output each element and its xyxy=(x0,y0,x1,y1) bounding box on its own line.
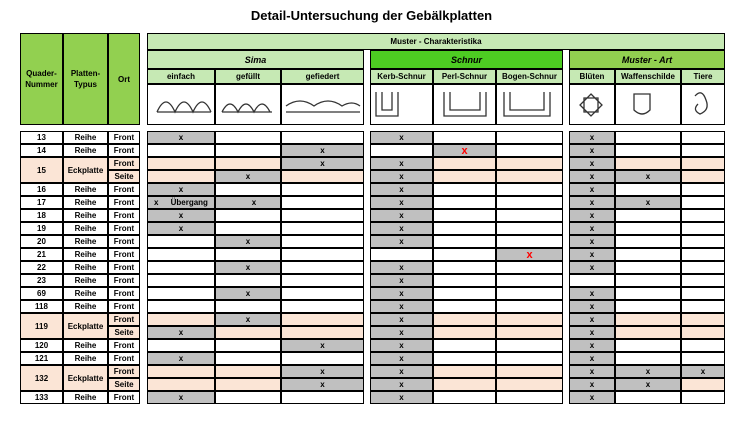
cell-gefuellt xyxy=(215,378,281,391)
pattern-image-blueten xyxy=(569,84,615,125)
cell-tiere xyxy=(681,157,725,170)
subheader-perl-schnur: Perl-Schnur xyxy=(433,69,496,84)
mark: x xyxy=(154,198,159,207)
cell-perl-schnur xyxy=(433,274,496,287)
cell-gefuellt: x xyxy=(215,261,281,274)
group-sima: Sima xyxy=(147,50,364,69)
cell-gefuellt xyxy=(215,365,281,378)
cell-kerb-schnur: x xyxy=(370,352,433,365)
pattern-image-perl-schnur xyxy=(433,84,496,125)
cell-kerb-schnur: x xyxy=(370,339,433,352)
cell-bogen-schnur xyxy=(496,287,563,300)
quader-nummer: 15 xyxy=(20,157,63,183)
ort: Front xyxy=(108,365,140,378)
cell-gefiedert xyxy=(281,391,364,404)
cell-bogen-schnur xyxy=(496,352,563,365)
cell-blueten: x xyxy=(569,183,615,196)
cell-einfach xyxy=(147,365,215,378)
platten-typus: Eckplatte xyxy=(63,313,108,339)
cell-perl-schnur xyxy=(433,131,496,144)
ort: Front xyxy=(108,287,140,300)
platten-typus: Reihe xyxy=(63,261,108,274)
cell-gefuellt xyxy=(215,183,281,196)
cell-einfach xyxy=(147,157,215,170)
cell-gefuellt: x xyxy=(215,287,281,300)
mark: x xyxy=(251,198,257,207)
platten-typus: Reihe xyxy=(63,352,108,365)
cell-bogen-schnur xyxy=(496,339,563,352)
cell-waffenschilde xyxy=(615,144,681,157)
cell-waffenschilde xyxy=(615,313,681,326)
platten-typus: Reihe xyxy=(63,248,108,261)
cell-gefiedert: x xyxy=(281,157,364,170)
pattern-image-gefuellt xyxy=(215,84,281,125)
cell-einfach: x xyxy=(147,209,215,222)
ort: Front xyxy=(108,235,140,248)
cell-kerb-schnur: x xyxy=(370,209,433,222)
cell-tiere xyxy=(681,261,725,274)
platten-typus: Reihe xyxy=(63,339,108,352)
group-muster-art: Muster - Art xyxy=(569,50,725,69)
cell-waffenschilde xyxy=(615,326,681,339)
cell-perl-schnur xyxy=(433,313,496,326)
cell-tiere xyxy=(681,183,725,196)
cell-kerb-schnur: x xyxy=(370,222,433,235)
cell-waffenschilde xyxy=(615,222,681,235)
cell-perl-schnur xyxy=(433,378,496,391)
ort: Front xyxy=(108,209,140,222)
cell-kerb-schnur: x xyxy=(370,287,433,300)
pattern-image-bogen-schnur xyxy=(496,84,563,125)
cell-einfach xyxy=(147,235,215,248)
platten-typus: Reihe xyxy=(63,209,108,222)
pattern-image-waffenschilde xyxy=(615,84,681,125)
cell-gefuellt xyxy=(215,131,281,144)
quader-nummer: 21 xyxy=(20,248,63,261)
cell-gefuellt xyxy=(215,339,281,352)
cell-gefuellt xyxy=(215,326,281,339)
subheader-gefuellt: gefüllt xyxy=(215,69,281,84)
cell-gefuellt xyxy=(215,391,281,404)
cell-bogen-schnur xyxy=(496,248,563,261)
ort: Front xyxy=(108,196,140,209)
cell-einfach: x xyxy=(147,391,215,404)
platten-typus: Reihe xyxy=(63,131,108,144)
platten-typus: Reihe xyxy=(63,287,108,300)
cell-perl-schnur xyxy=(433,196,496,209)
cell-waffenschilde xyxy=(615,183,681,196)
cell-waffenschilde xyxy=(615,261,681,274)
cell-gefiedert xyxy=(281,196,364,209)
platten-typus: Reihe xyxy=(63,196,108,209)
subheader-bogen-schnur: Bogen-Schnur xyxy=(496,69,563,84)
ort: Front xyxy=(108,248,140,261)
cell-perl-schnur xyxy=(433,248,496,261)
cell-gefiedert xyxy=(281,248,364,261)
cell-kerb-schnur: x xyxy=(370,261,433,274)
cell-gefiedert: x xyxy=(281,365,364,378)
quader-nummer: 19 xyxy=(20,222,63,235)
cell-bogen-schnur xyxy=(496,196,563,209)
cell-blueten: x xyxy=(569,287,615,300)
cell-perl-schnur xyxy=(433,170,496,183)
quader-nummer: 23 xyxy=(20,274,63,287)
cell-bogen-schnur xyxy=(496,183,563,196)
cell-einfach xyxy=(147,248,215,261)
cell-kerb-schnur: x xyxy=(370,274,433,287)
cell-kerb-schnur: x xyxy=(370,183,433,196)
cell-blueten: x xyxy=(569,235,615,248)
subheader-einfach: einfach xyxy=(147,69,215,84)
cell-gefuellt xyxy=(215,352,281,365)
ort: Seite xyxy=(108,170,140,183)
ort: Front xyxy=(108,144,140,157)
cell-waffenschilde xyxy=(615,339,681,352)
cell-blueten: x xyxy=(569,157,615,170)
cell-gefiedert xyxy=(281,326,364,339)
ort: Front xyxy=(108,274,140,287)
cell-bogen-schnur xyxy=(496,144,563,157)
ort: Front xyxy=(108,391,140,404)
cell-bogen-schnur xyxy=(496,222,563,235)
cell-kerb-schnur: x xyxy=(370,313,433,326)
cell-perl-schnur xyxy=(433,209,496,222)
cell-blueten: x xyxy=(569,261,615,274)
cell-kerb-schnur: x xyxy=(370,196,433,209)
cell-gefiedert xyxy=(281,209,364,222)
cell-gefiedert xyxy=(281,300,364,313)
cell-waffenschilde xyxy=(615,274,681,287)
cell-waffenschilde xyxy=(615,157,681,170)
cell-perl-schnur xyxy=(433,287,496,300)
cell-blueten: x xyxy=(569,222,615,235)
platten-typus: Reihe xyxy=(63,391,108,404)
cell-perl-schnur xyxy=(433,339,496,352)
subheader-kerb-schnur: Kerb-Schnur xyxy=(370,69,433,84)
cell-tiere xyxy=(681,196,725,209)
cell-blueten: x xyxy=(569,326,615,339)
cell-einfach xyxy=(147,274,215,287)
cell-waffenschilde: x xyxy=(615,196,681,209)
ort: Front xyxy=(108,157,140,170)
cell-waffenschilde xyxy=(615,391,681,404)
cell-tiere xyxy=(681,378,725,391)
cell-gefuellt xyxy=(215,300,281,313)
cell-kerb-schnur: x xyxy=(370,157,433,170)
subheader-waffenschilde: Waffenschilde xyxy=(615,69,681,84)
quader-nummer: 120 xyxy=(20,339,63,352)
cell-waffenschilde xyxy=(615,248,681,261)
cell-blueten: x xyxy=(569,131,615,144)
cell-tiere xyxy=(681,313,725,326)
cell-perl-schnur xyxy=(433,352,496,365)
cell-kerb-schnur xyxy=(370,248,433,261)
cell-gefiedert xyxy=(281,131,364,144)
cell-gefuellt xyxy=(215,209,281,222)
cell-einfach xyxy=(147,144,215,157)
ort: Front xyxy=(108,300,140,313)
cell-blueten: x xyxy=(569,365,615,378)
cell-bogen-schnur xyxy=(496,170,563,183)
cell-gefuellt: x xyxy=(215,235,281,248)
cell-blueten: x xyxy=(569,352,615,365)
pattern-image-gefiedert xyxy=(281,84,364,125)
cell-waffenschilde xyxy=(615,287,681,300)
cell-einfach xyxy=(147,313,215,326)
cell-tiere xyxy=(681,287,725,300)
cell-bogen-schnur xyxy=(496,261,563,274)
cell-einfach xyxy=(147,378,215,391)
cell-blueten: x xyxy=(569,144,615,157)
cell-blueten: x xyxy=(569,391,615,404)
cell-einfach xyxy=(147,261,215,274)
cell-waffenschilde xyxy=(615,235,681,248)
cell-gefiedert xyxy=(281,274,364,287)
cell-blueten: x xyxy=(569,300,615,313)
cell-kerb-schnur: x xyxy=(370,300,433,313)
cell-gefuellt xyxy=(215,222,281,235)
cell-bogen-schnur xyxy=(496,313,563,326)
subheader-blueten: Blüten xyxy=(569,69,615,84)
mark-red: x xyxy=(461,144,468,157)
cell-gefuellt: x xyxy=(215,170,281,183)
cell-tiere xyxy=(681,300,725,313)
cell-gefiedert xyxy=(281,235,364,248)
quader-nummer: 18 xyxy=(20,209,63,222)
cell-einfach xyxy=(147,300,215,313)
header-muster-charakteristika: Muster - Charakteristika xyxy=(147,33,725,50)
ort: Front xyxy=(108,222,140,235)
cell-gefiedert xyxy=(281,261,364,274)
cell-gefiedert xyxy=(281,352,364,365)
cell-waffenschilde xyxy=(615,131,681,144)
cell-waffenschilde xyxy=(615,209,681,222)
cell-perl-schnur xyxy=(433,261,496,274)
ort: Front xyxy=(108,131,140,144)
platten-typus: Reihe xyxy=(63,144,108,157)
group-schnur: Schnur xyxy=(370,50,563,69)
cell-gefuellt xyxy=(215,144,281,157)
cell-waffenschilde xyxy=(615,300,681,313)
cell-bogen-schnur xyxy=(496,391,563,404)
quader-nummer: 17 xyxy=(20,196,63,209)
cell-kerb-schnur: x xyxy=(370,365,433,378)
cell-waffenschilde xyxy=(615,352,681,365)
cell-bogen-schnur xyxy=(496,365,563,378)
cell-kerb-schnur: x xyxy=(370,235,433,248)
quader-nummer: 132 xyxy=(20,365,63,391)
quader-nummer: 16 xyxy=(20,183,63,196)
cell-gefiedert xyxy=(281,222,364,235)
cell-tiere xyxy=(681,391,725,404)
subheader-tiere: Tiere xyxy=(681,69,725,84)
cell-bogen-schnur xyxy=(496,209,563,222)
cell-kerb-schnur: x xyxy=(370,378,433,391)
cell-gefiedert xyxy=(281,183,364,196)
cell-kerb-schnur xyxy=(370,144,433,157)
header-ort: Ort xyxy=(108,33,140,125)
cell-perl-schnur xyxy=(433,157,496,170)
cell-waffenschilde: x xyxy=(615,378,681,391)
cell-kerb-schnur: x xyxy=(370,326,433,339)
cell-blueten: x xyxy=(569,170,615,183)
cell-waffenschilde: x xyxy=(615,365,681,378)
platten-typus: Eckplatte xyxy=(63,365,108,391)
cell-tiere xyxy=(681,352,725,365)
quader-nummer: 118 xyxy=(20,300,63,313)
uebergang-label: Übergang xyxy=(170,198,208,207)
cell-bogen-schnur xyxy=(496,378,563,391)
cell-einfach xyxy=(147,170,215,183)
ort: Front xyxy=(108,339,140,352)
cell-perl-schnur xyxy=(433,391,496,404)
cell-kerb-schnur: x xyxy=(370,170,433,183)
cell-gefiedert: x xyxy=(281,378,364,391)
cell-gefiedert: x xyxy=(281,144,364,157)
cell-einfach: x xyxy=(147,326,215,339)
cell-tiere xyxy=(681,131,725,144)
cell-gefuellt xyxy=(215,157,281,170)
ort: Seite xyxy=(108,326,140,339)
cell-tiere xyxy=(681,170,725,183)
cell-perl-schnur xyxy=(433,183,496,196)
platten-typus: Reihe xyxy=(63,274,108,287)
cell-einfach: x xyxy=(147,183,215,196)
cell-waffenschilde: x xyxy=(615,170,681,183)
cell-bogen-schnur xyxy=(496,235,563,248)
cell-blueten: x xyxy=(569,378,615,391)
cell-tiere: x xyxy=(681,365,725,378)
cell-blueten: x xyxy=(569,196,615,209)
quader-nummer: 22 xyxy=(20,261,63,274)
cell-einfach xyxy=(147,339,215,352)
cell-perl-schnur xyxy=(433,235,496,248)
cell-einfach: x xyxy=(147,352,215,365)
quader-nummer: 13 xyxy=(20,131,63,144)
cell-kerb-schnur: x xyxy=(370,131,433,144)
cell-bogen-schnur xyxy=(496,274,563,287)
pattern-image-tiere xyxy=(681,84,725,125)
quader-nummer: 121 xyxy=(20,352,63,365)
cell-blueten xyxy=(569,274,615,287)
cell-bogen-schnur xyxy=(496,157,563,170)
ort: Front xyxy=(108,352,140,365)
platten-typus: Reihe xyxy=(63,300,108,313)
cell-einfach: x xyxy=(147,131,215,144)
cell-einfach xyxy=(147,196,215,209)
cell-einfach xyxy=(147,287,215,300)
cell-gefuellt xyxy=(215,248,281,261)
quader-nummer: 14 xyxy=(20,144,63,157)
cell-tiere xyxy=(681,222,725,235)
page-title: Detail-Untersuchung der Gebälkplatten xyxy=(250,8,493,23)
pattern-image-einfach xyxy=(147,84,215,125)
cell-tiere xyxy=(681,274,725,287)
quader-nummer: 133 xyxy=(20,391,63,404)
cell-gefuellt: x xyxy=(215,313,281,326)
cell-gefiedert xyxy=(281,287,364,300)
cell-perl-schnur xyxy=(433,300,496,313)
cell-tiere xyxy=(681,235,725,248)
ort: Front xyxy=(108,313,140,326)
cell-tiere xyxy=(681,248,725,261)
cell-blueten: x xyxy=(569,248,615,261)
cell-tiere xyxy=(681,326,725,339)
quader-nummer: 20 xyxy=(20,235,63,248)
platten-typus: Reihe xyxy=(63,235,108,248)
cell-blueten: x xyxy=(569,313,615,326)
cell-gefiedert: x xyxy=(281,339,364,352)
cell-perl-schnur xyxy=(433,222,496,235)
header-quader-nummer: Quader- Nummer xyxy=(20,33,63,125)
platten-typus: Eckplatte xyxy=(63,157,108,183)
cell-perl-schnur xyxy=(433,326,496,339)
quader-nummer: 119 xyxy=(20,313,63,339)
platten-typus: Reihe xyxy=(63,222,108,235)
cell-bogen-schnur xyxy=(496,300,563,313)
cell-gefiedert xyxy=(281,170,364,183)
cell-blueten: x xyxy=(569,209,615,222)
pattern-image-kerb-schnur xyxy=(370,84,433,125)
cell-tiere xyxy=(681,144,725,157)
ort: Front xyxy=(108,261,140,274)
cell-perl-schnur xyxy=(433,365,496,378)
cell-tiere xyxy=(681,209,725,222)
cell-kerb-schnur: x xyxy=(370,391,433,404)
ort: Front xyxy=(108,183,140,196)
ort: Seite xyxy=(108,378,140,391)
subheader-gefiedert: gefiedert xyxy=(281,69,364,84)
cell-blueten: x xyxy=(569,339,615,352)
cell-gefiedert xyxy=(281,313,364,326)
cell-einfach: x xyxy=(147,222,215,235)
cell-bogen-schnur xyxy=(496,131,563,144)
cell-tiere xyxy=(681,339,725,352)
cell-perl-schnur xyxy=(433,144,496,157)
cell-gefuellt xyxy=(215,274,281,287)
platten-typus: Reihe xyxy=(63,183,108,196)
quader-nummer: 69 xyxy=(20,287,63,300)
header-platten-typus: Platten- Typus xyxy=(63,33,108,125)
mark-red: x xyxy=(526,248,533,261)
cell-bogen-schnur xyxy=(496,326,563,339)
